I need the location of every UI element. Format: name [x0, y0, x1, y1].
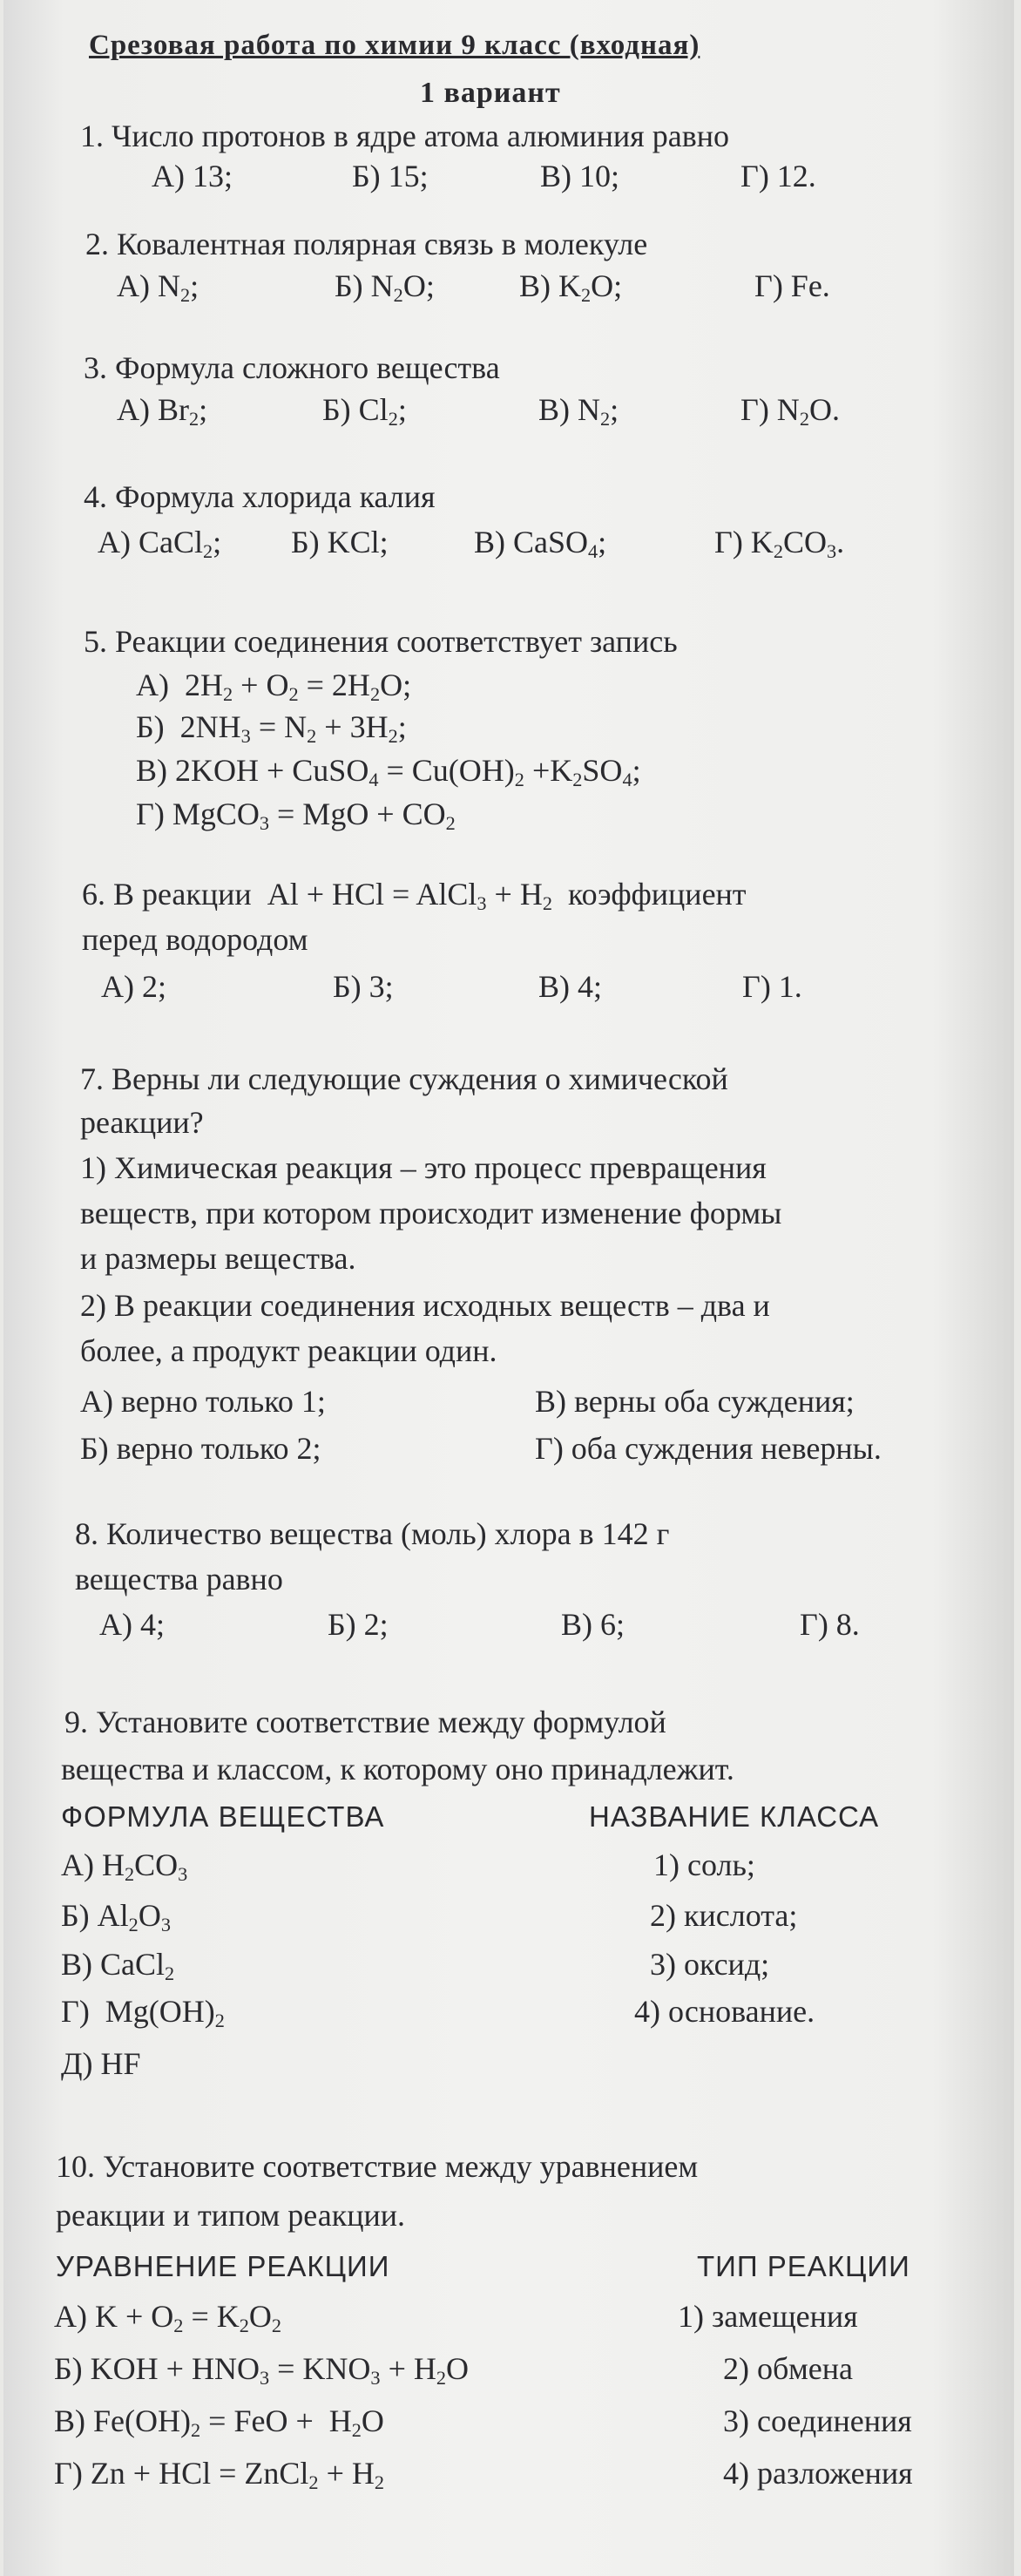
q5-option-b: Б) $2NH_3 = N_2 + 3H_2$;: [136, 709, 407, 748]
q9-formula-c: В) CaCl$_2$: [61, 1947, 175, 1985]
question-7-line: веществ, при котором происходит изменение формы: [80, 1196, 782, 1230]
q3-option-c: В) $N_2$;: [538, 392, 619, 430]
q7-option-a: А) верно только 1;: [80, 1384, 326, 1419]
q10-equation-c: В) $Fe(OH)_2$ = FeO + $H_2O$: [54, 2403, 384, 2442]
q1-option-d: Г) 12.: [740, 159, 816, 193]
q10-column-right-header: ТИП РЕАКЦИИ: [697, 2250, 910, 2282]
question-7-line: 2) В реакции соединения исходных веществ – два и: [80, 1288, 770, 1323]
q7-option-d: Г) оба суждения неверны.: [535, 1431, 882, 1466]
q5-option-c: В) 2KOH + CuSO$_4$ = $Cu(OH)_2 +K_2SO_4$;: [136, 753, 641, 791]
q10-equation-a: А) $K + O_2 = K_2O_2$: [54, 2299, 282, 2337]
q2-option-b: Б) $N_2O$;: [335, 268, 435, 307]
question-7-line: более, а продукт реакции один.: [80, 1333, 497, 1368]
q6-option-b: Б) 3;: [333, 969, 394, 1004]
test-sheet: [3, 0, 1014, 2576]
question-7-line: и размеры вещества.: [80, 1241, 356, 1276]
q9-formula-a: А) $H_2CO_3$: [61, 1847, 188, 1886]
question-8-text: 8. Количество вещества (моль) хлора в 142 г: [75, 1516, 670, 1551]
q8-option-d: Г) 8.: [800, 1607, 860, 1642]
q9-column-left-header: ФОРМУЛА ВЕЩЕСТВА: [61, 1800, 385, 1833]
q8-option-c: В) 6;: [561, 1607, 625, 1642]
q4-option-d: Г) $K_2CO_3$.: [714, 525, 845, 563]
q10-equation-b: Б) KOH + $HNO_3 = KNO_3 + H_2O$: [54, 2351, 470, 2390]
variant-label: 1 вариант: [420, 77, 561, 109]
question-7-line: 7. Верны ли следующие суждения о химической: [80, 1061, 728, 1096]
q7-option-c: В) верны оба суждения;: [535, 1384, 855, 1419]
question-7-line: 1) Химическая реакция – это процесс превращения: [80, 1150, 767, 1185]
question-5-text: 5. Реакции соединения соответствует запись: [84, 624, 678, 659]
q10-type-4: 4) разложения: [723, 2456, 913, 2491]
q7-option-b: Б) верно только 2;: [80, 1431, 321, 1466]
q6-option-c: В) 4;: [538, 969, 603, 1004]
q4-option-a: А) CaCl$_2$;: [98, 525, 222, 563]
q9-column-right-header: НАЗВАНИЕ КЛАССА: [589, 1800, 880, 1833]
question-9-text: 9. Установите соответствие между формулой: [64, 1705, 666, 1739]
q10-equation-d: Г) Zn + HCl = ZnCl$_2$ + $H_2$: [54, 2456, 385, 2494]
q2-option-c: В) $K_2O$;: [519, 268, 623, 307]
question-9-line2: вещества и классом, к которому оно принадлежит.: [61, 1752, 734, 1786]
q6-option-d: Г) 1.: [742, 969, 802, 1004]
q2-option-d: Г) Fe.: [754, 268, 830, 303]
q1-option-b: Б) 15;: [352, 159, 429, 193]
q3-option-a: А) $Br_2$;: [117, 392, 208, 430]
q1-option-c: В) 10;: [540, 159, 620, 193]
question-10-line2: реакции и типом реакции.: [56, 2198, 405, 2233]
page-title: Срезовая работа по химии 9 класс (входная): [89, 30, 700, 61]
q4-option-b: Б) KCl;: [291, 525, 389, 559]
question-3-text: 3. Формула сложного вещества: [84, 350, 500, 385]
q3-option-d: Г) $N_2O$.: [740, 392, 840, 430]
q10-type-3: 3) соединения: [723, 2403, 912, 2438]
q5-option-a: А) $2H_2 + O_2 = 2H_2O$;: [136, 668, 412, 706]
q10-type-2: 2) обмена: [723, 2351, 853, 2386]
q9-class-1: 1) соль;: [653, 1847, 755, 1882]
q9-class-3: 3) оксид;: [650, 1947, 770, 1982]
q9-class-4: 4) основание.: [634, 1994, 815, 2029]
q9-formula-b: Б) $Al_2O_3$: [61, 1898, 171, 1936]
question-10-text: 10. Установите соответствие между уравнением: [56, 2149, 699, 2184]
question-6-line2: перед водородом: [82, 922, 308, 957]
q8-option-b: Б) 2;: [328, 1607, 389, 1642]
q5-option-d: Г) MgCO$_3$ = MgO + $CO_2$: [136, 797, 456, 835]
question-7-line: реакции?: [80, 1105, 204, 1140]
q4-option-c: В) CaSO$_4$;: [474, 525, 607, 563]
q9-formula-e: Д) HF: [61, 2046, 141, 2081]
question-6-text: 6. В реакции Al + HCl = AlCl$_3$ + $H_2$ коэффициент: [82, 877, 747, 915]
q10-column-left-header: УРАВНЕНИЕ РЕАКЦИИ: [56, 2250, 390, 2282]
q6-option-a: А) 2;: [101, 969, 166, 1004]
question-8-line2: вещества равно: [75, 1562, 283, 1596]
question-4-text: 4. Формула хлорида калия: [84, 479, 436, 514]
q2-option-a: А) $N_2$;: [117, 268, 199, 307]
q3-option-b: Б) $Cl_2$;: [322, 392, 407, 430]
q9-formula-d: Г) $Mg(OH)_2$: [61, 1994, 225, 2032]
q10-type-1: 1) замещения: [678, 2299, 858, 2334]
question-1-text: 1. Число протонов в ядре атома алюминия равно: [80, 119, 729, 153]
question-2-text: 2. Ковалентная полярная связь в молекуле: [85, 227, 648, 261]
q1-option-a: А) 13;: [152, 159, 233, 193]
q9-class-2: 2) кислота;: [650, 1898, 798, 1933]
q8-option-a: А) 4;: [99, 1607, 165, 1642]
